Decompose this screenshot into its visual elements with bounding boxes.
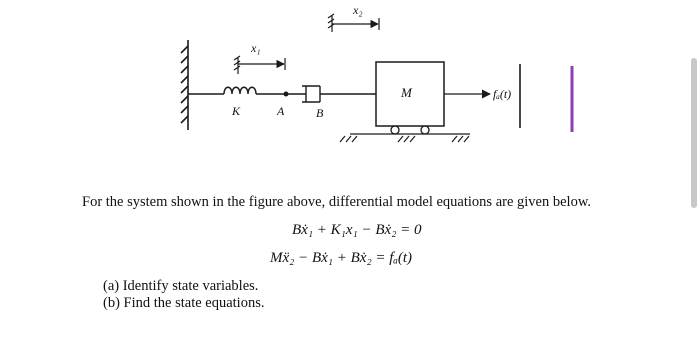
- question-b: (b) Find the state equations.: [103, 295, 265, 311]
- left-wall: [181, 40, 188, 130]
- x2-label: x₂: [353, 3, 363, 17]
- x1-arrow: [234, 56, 285, 74]
- x1-label: x₁: [251, 41, 261, 55]
- equation-2: Mẍ₂ − Bẋ₁ + Bẋ₂ = fₐ(t): [270, 250, 413, 266]
- spring-k: [188, 87, 286, 94]
- damper-b: [286, 86, 376, 102]
- ground: [340, 134, 470, 142]
- node-a-label: A: [277, 104, 285, 118]
- mass-label: M: [401, 85, 412, 100]
- question-a: (a) Identify state variables.: [103, 278, 259, 294]
- node-b-label: B: [316, 106, 324, 120]
- spring-label: K: [232, 104, 241, 118]
- mass-wheels: [391, 126, 429, 134]
- force-label: fₐ(t): [493, 87, 512, 101]
- equation-1: Bẋ₁ + K₁x₁ − Bẋ₂ = 0: [292, 222, 422, 238]
- vertical-scrollbar[interactable]: [691, 58, 697, 208]
- problem-statement: For the system shown in the figure above, differential model equations are given below.: [82, 194, 591, 210]
